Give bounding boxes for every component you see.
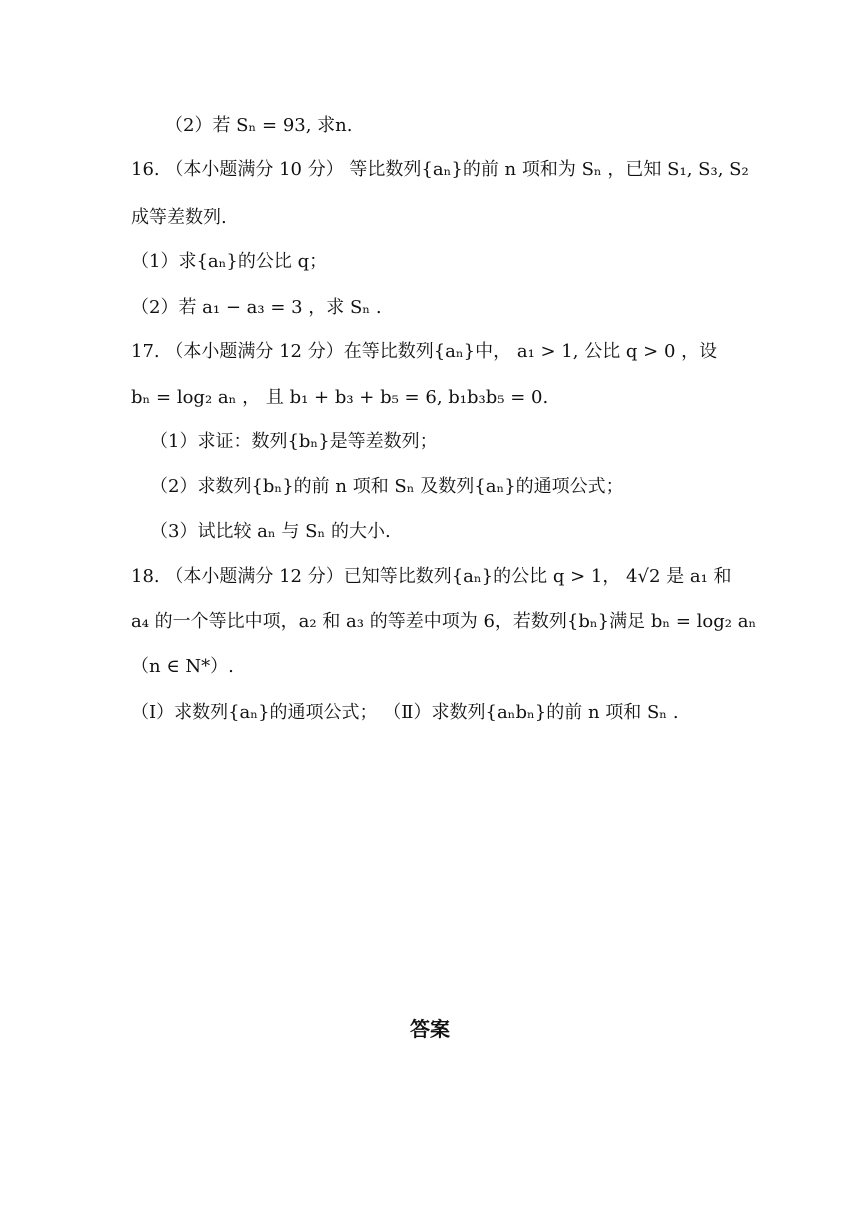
q17-part3-line: （3）试比较 aₙ 与 Sₙ 的大小. xyxy=(150,521,391,542)
q17-part1-line: （1）求证：数列{bₙ}是等差数列； xyxy=(150,431,438,452)
q18-stem-line2: a₄ 的一个等比中项，a₂ 和 a₃ 的等差中项为 6，若数列{bₙ}满足 bₙ = log₂ aₙ xyxy=(131,611,757,632)
q16-part1-line: （1）求{aₙ}的公比 q； xyxy=(131,251,328,272)
q16-part2-line: （2）若 a₁ − a₃ = 3 ，求 Sₙ . xyxy=(131,297,382,318)
q18-stem-line3: （n ∈ N*）. xyxy=(131,656,234,677)
q17-part2-line: （2）求数列{bₙ}的前 n 项和 Sₙ 及数列{aₙ}的通项公式； xyxy=(150,476,624,497)
q18-stem-line1: 18. （本小题满分 12 分）已知等比数列{aₙ}的公比 q > 1， 4√2 是 a₁ 和 xyxy=(131,566,732,587)
q16-stem-line1: 16. （本小题满分 10 分） 等比数列{aₙ}的前 n 项和为 Sₙ ，已知 S₁, S₃, S₂ xyxy=(131,159,749,180)
q17-stem-line2: bₙ = log₂ aₙ ， 且 b₁ + b₃ + b₅ = 6, b₁b₃b₅ = 0. xyxy=(131,387,549,408)
q18-parts-line: （Ⅰ）求数列{aₙ}的通项公式； （Ⅱ）求数列{aₙbₙ}的前 n 项和 Sₙ . xyxy=(131,702,679,723)
q17-stem-line1: 17. （本小题满分 12 分）在等比数列{aₙ}中， a₁ > 1, 公比 q > 0 ，设 xyxy=(131,341,718,362)
answer-heading: 答案 xyxy=(410,1017,450,1041)
q16-stem-line2: 成等差数列. xyxy=(131,207,227,228)
q15-part2-line: （2）若 Sₙ = 93, 求n. xyxy=(165,115,353,136)
